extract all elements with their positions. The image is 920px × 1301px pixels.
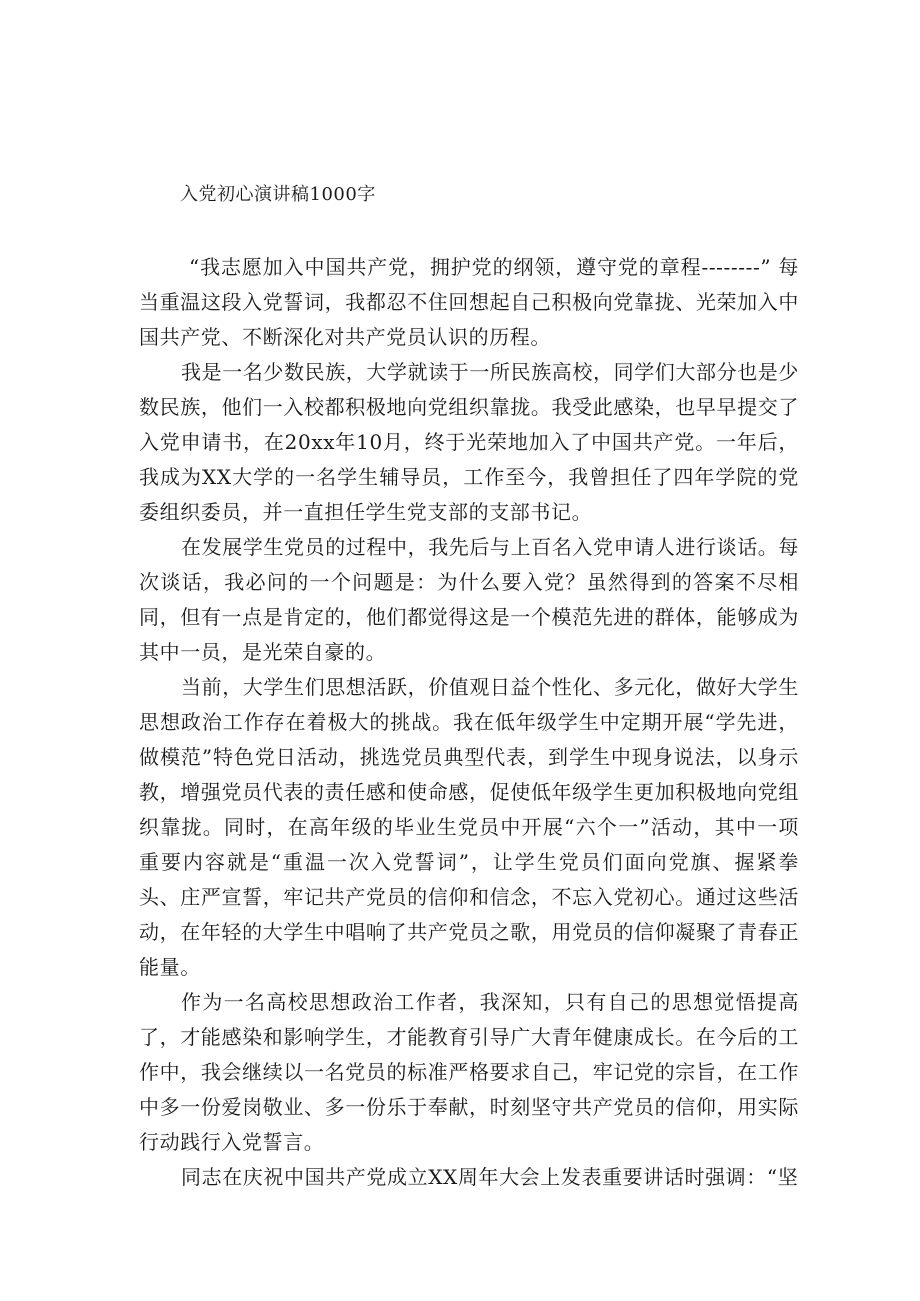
paragraph-interviews: 在发展学生党员的过程中，我先后与上百名入党申请人进行谈话。每次谈话，我必问的一个问题是：为什么要入党？虽然得到的答案不尽相同，但有一点是肯定的，他们都觉得这是一个模范先进的群体，能够成为其中一员，是光荣自豪的。: [139, 535, 799, 664]
paragraph-quote: 同志在庆祝中国共产党成立XX周年大会上发表重要讲话时强调：“坚: [181, 1165, 799, 1189]
document-body: [139, 250, 799, 1195]
paragraph-commitment: 作为一名高校思想政治工作者，我深知，只有自己的思想觉悟提高了，才能感染和影响学生，才能教育引导广大青年健康成长。在今后的工作中，我会继续以一名党员的标准严格要求自己，牢记党的宗旨，在工作中多一份爱岗敬业、多一份乐于奉献，时刻坚守共产党员的信仰，用实际行动践行入党誓言。: [139, 990, 799, 1154]
paragraph-background: 我是一名少数民族，大学就读于一所民族高校，同学们大部分也是少数民族，他们一入校都积极地向党组织靠拢。我受此感染，也早早提交了入党申请书，在20xx年10月，终于光荣地加入了中国共产党。一年后，我成为XX大学的一名学生辅导员，工作至今，我曾担任了四年学院的党委组织委员，并一直担任学生党支部的支部书记。: [139, 360, 799, 524]
paragraph-activities: 当前，大学生们思想活跃，价值观日益个性化、多元化，做好大学生思想政治工作存在着极大的挑战。我在低年级学生中定期开展“学先进，做模范”特色党日活动，挑选党员典型代表，到学生中现身说法，以身示教，增强党员代表的责任感和使命感，促使低年级学生更加积极地向党组织靠拢。同时，在高年级的毕业生党员中开展“六个一”活动，其中一项重要内容就是“重温一次入党誓词”，让学生党员们面向党旗、握紧拳头、庄严宣誓，牢记共产党员的信仰和信念，不忘入党初心。通过这些活动，在年轻的大学生中唱响了共产党员之歌，用党员的信仰凝聚了青春正能量。: [139, 675, 799, 979]
document-title: 入党初心演讲稿1000字: [180, 184, 376, 205]
paragraph-oath: “我志愿加入中国共产党，拥护党的纲领，遵守党的章程--------” 每当重温这段入党誓词，我都忍不住回想起自己积极向党靠拢、光荣加入中国共产党、不断深化对共产党员认识的历程。: [139, 255, 799, 349]
